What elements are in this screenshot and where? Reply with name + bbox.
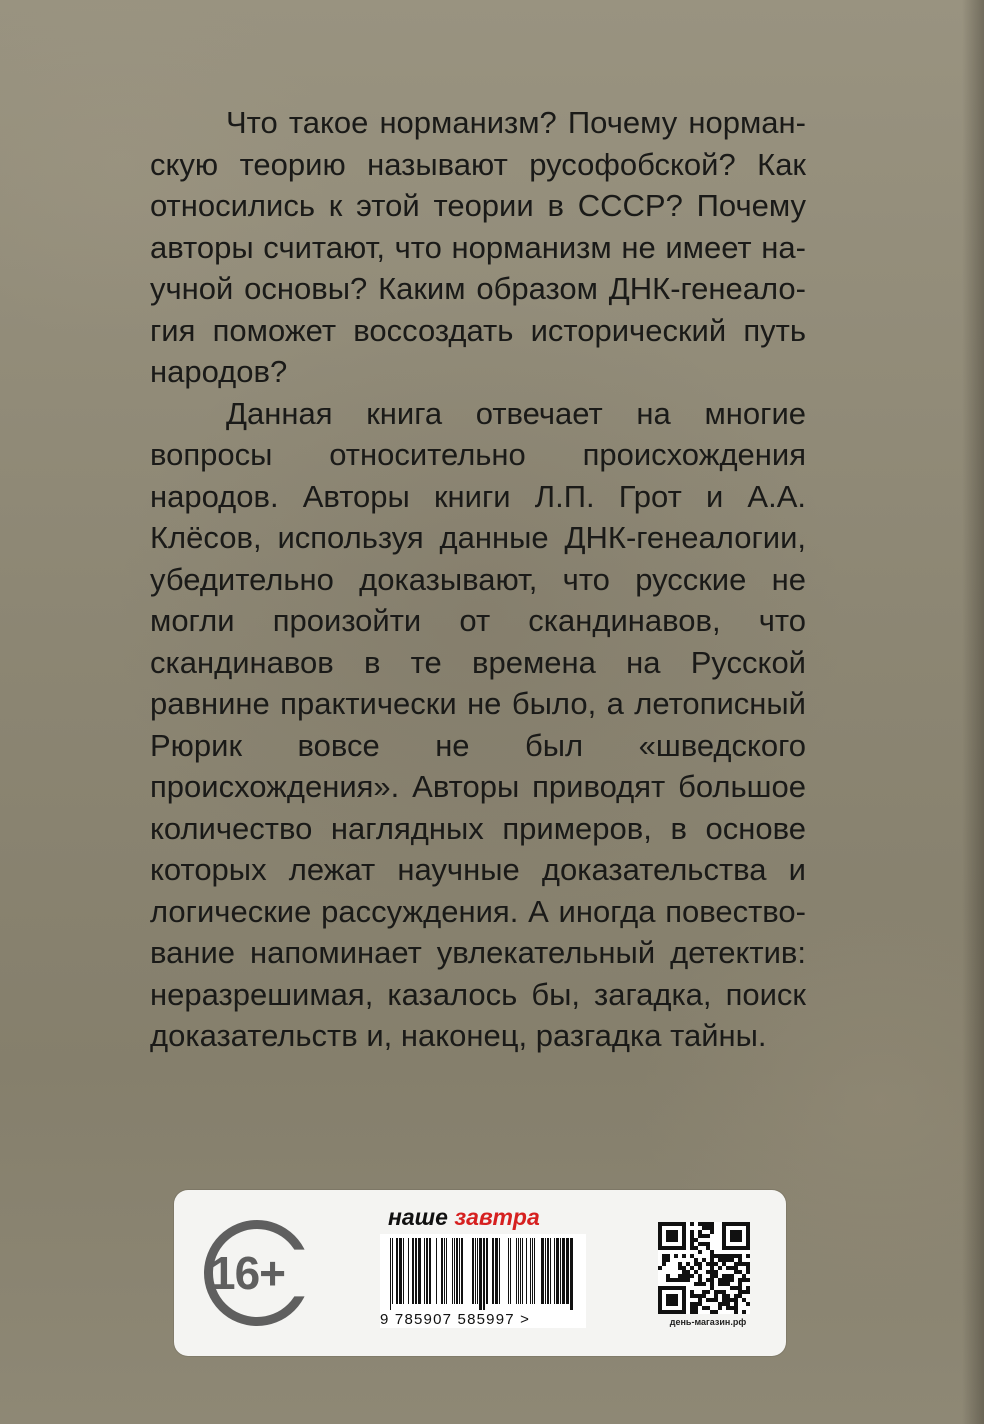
barcode-bars-icon bbox=[380, 1234, 586, 1310]
description-paragraph-1: Что такое норманизм? Почему норманскую теорию называют русофобской? Как относились к этой теории в СССР? Почему авторы считают, что норманизм не имеет научной основы? Каким образом ДНК-генеалогия поможет воссоздать исторический путь народов? bbox=[150, 105, 806, 389]
book-description bbox=[150, 102, 806, 1057]
cover-edge-shadow bbox=[962, 0, 984, 1424]
publisher-name-part-2: завтра bbox=[454, 1204, 540, 1230]
publisher-logo bbox=[388, 1204, 588, 1231]
publisher-name-part-1: наше bbox=[388, 1204, 448, 1230]
imprint-panel bbox=[174, 1190, 786, 1356]
qr-code-pattern bbox=[658, 1222, 750, 1314]
isbn-number: 9 785907 585997 > bbox=[380, 1311, 531, 1328]
store-website: день-магазин.рф bbox=[669, 1317, 747, 1327]
age-rating: 16+ bbox=[210, 1247, 286, 1299]
qr-code-icon bbox=[658, 1222, 750, 1314]
description-paragraph-2: Данная книга отвечает на многие вопросы относительно происхождения народов. Авторы книги Л.П. Грот и А.А. Клёсов, используя данные ДНК-генеалогии, убедительно доказывают, что русские не могли произойти от скандинавов, что скандинавов в те времена на Русской равнине практически не было, а летописный Рюрик вовсе не был «шведского происхождения». Авторы приводят большое количество наглядных примеров, в основе которых лежат научные доказательства и логические рассуждения. А иногда повествование напоминает увлекательный детектив: неразрешимая, казалось бы, загадка, поиск доказательств и, наконец, разгадка тайны. bbox=[150, 395, 806, 1053]
